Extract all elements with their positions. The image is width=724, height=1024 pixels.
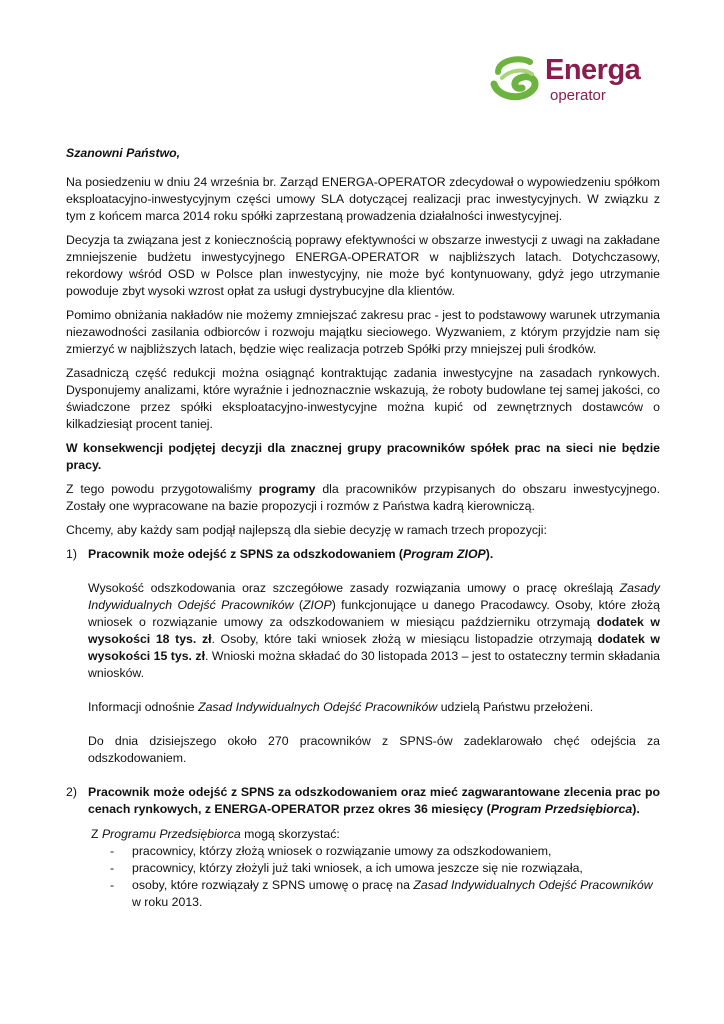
list-item: - pracownicy, którzy złożą wniosek o rozwiązanie umowy za odszkodowaniem, xyxy=(110,844,552,858)
item-1-paragraph-2: Informacji odnośnie Zasad Indywidualnych Odejść Pracowników udzielą Państwu przełożeni. xyxy=(88,700,594,714)
item-1-paragraph-1: Wysokość odszkodowania oraz szczegółowe zasady rozwiązania umowy o pracę określają Zasady Indywidualnych Odejść Pracowników (ZIOP) funkcjonujące u danego Pracodawcy. Osoby, które złożą wniosek o rozwiązanie umowy za odszkodowaniem w miesiącu październiku otrzymają dodatek w wysokości 18 tys. zł. Osoby, które taki wniosek złożą w miesiącu listopadzie otrzymają dodatek w wysokości 15 tys. zł. Wnioski można składać do 30 listopada 2013 – jest to ostateczny termin składania wniosków. xyxy=(88,581,661,680)
letter-body xyxy=(66,145,660,911)
list-item: - osoby, które rozwiązały z SPNS umowę o pracę na Zasad Indywidualnych Odejść Pracowników w roku 2013. xyxy=(110,878,653,909)
paragraph-1: Na posiedzeniu w dniu 24 września br. Zarząd ENERGA-OPERATOR zdecydował o wypowiedzeniu spółkom eksploatacyjno-inwestycyjnym części umowy SLA dotyczącej realizacji prac inwestycyjnych. W związku z tym z końcem marca 2014 roku spółki zaprzestaną prowadzenia działalności inwestycyjnej. xyxy=(66,175,660,223)
item-number: 2) xyxy=(66,785,77,799)
paragraph-2: Decyzja ta związana jest z koniecznością poprawy efektywności w obszarze inwestycji z uwagi na zakładane zmniejszenie budżetu inwestycyjnego ENERGA-OPERATOR w najbliższych latach. Dotychczasowy, rekordowy wśród OSD w Polsce plan inwestycyjny, nie może być kontynuowany, gdyż jego utrzymanie powoduje zbyt wysoki wzrost opłat za usługi dystrybucyjne dla klientów. xyxy=(66,233,660,298)
logo-subtitle: operator xyxy=(550,87,606,104)
eligibility-list xyxy=(110,843,660,911)
program-item-1-body xyxy=(88,570,660,767)
energa-swirl-icon xyxy=(490,54,542,104)
paragraph-4: Zasadniczą część redukcji można osiągnąć kontraktując zadania inwestycyjne na zasadach rynkowych. Dysponujemy analizami, które wyraźnie i jednoznacznie wskazują, że roboty budowlane tej samej jakości, co świadczone przez spółki eksploatacyjno-inwestycyjne można kupić od zewnętrznych dostawców o kilkadziesiąt procent taniej. xyxy=(66,366,660,431)
item-number: 1) xyxy=(66,547,77,561)
paragraph-6: Z tego powodu przygotowaliśmy programy dla pracowników przypisanych do obszaru inwestycyjnego. Zostały one wypracowane na bazie propozycji i rozmów z Państwa kadrą kierowniczą. xyxy=(66,482,660,513)
program-item-1 xyxy=(66,546,660,563)
salutation: Szanowni Państwo, xyxy=(66,146,181,160)
item-heading: Pracownik może odejść z SPNS za odszkodowaniem oraz mieć zagwarantowane zlecenia prac po cenach rynkowych, z ENERGA-OPERATOR przez okres 36 miesięcy (Program Przedsiębiorca). xyxy=(88,785,660,816)
program-item-2 xyxy=(66,784,660,818)
paragraph-3: Pomimo obniżania nakładów nie możemy zmniejszać zakresu prac - jest to podstawowy warunek utrzymania niezawodności zasilania odbiorców i rozwoju majątku sieciowego. Wyzwaniem, z którym przyjdzie nam się zmierzyć w najbliższych latach, będzie więc realizacja potrzeb Spółki przy mniejszej puli środków. xyxy=(66,308,660,356)
item-1-paragraph-3: Do dnia dzisiejszego około 270 pracowników z SPNS-ów zadeklarowało chęć odejścia za odszkodowaniem. xyxy=(88,734,660,765)
paragraph-5-bold: W konsekwencji podjętej decyzji dla znacznej grupy pracowników spółek prac na sieci nie będzie pracy. xyxy=(66,441,660,472)
logo-name: Energa xyxy=(545,54,641,86)
item-heading: Pracownik może odejść z SPNS za odszkodowaniem (Program ZIOP). xyxy=(88,547,494,561)
paragraph-7: Chcemy, aby każdy sam podjął najlepszą dla siebie decyzję w ramach trzech propozycji: xyxy=(66,523,547,537)
list-item: - pracownicy, którzy złożyli już taki wniosek, a ich umowa jeszcze się nie rozwiązała, xyxy=(110,861,583,875)
energa-operator-logo xyxy=(490,52,660,112)
program-2-intro: Z Programu Przedsiębiorca mogą skorzystać: xyxy=(91,827,340,841)
